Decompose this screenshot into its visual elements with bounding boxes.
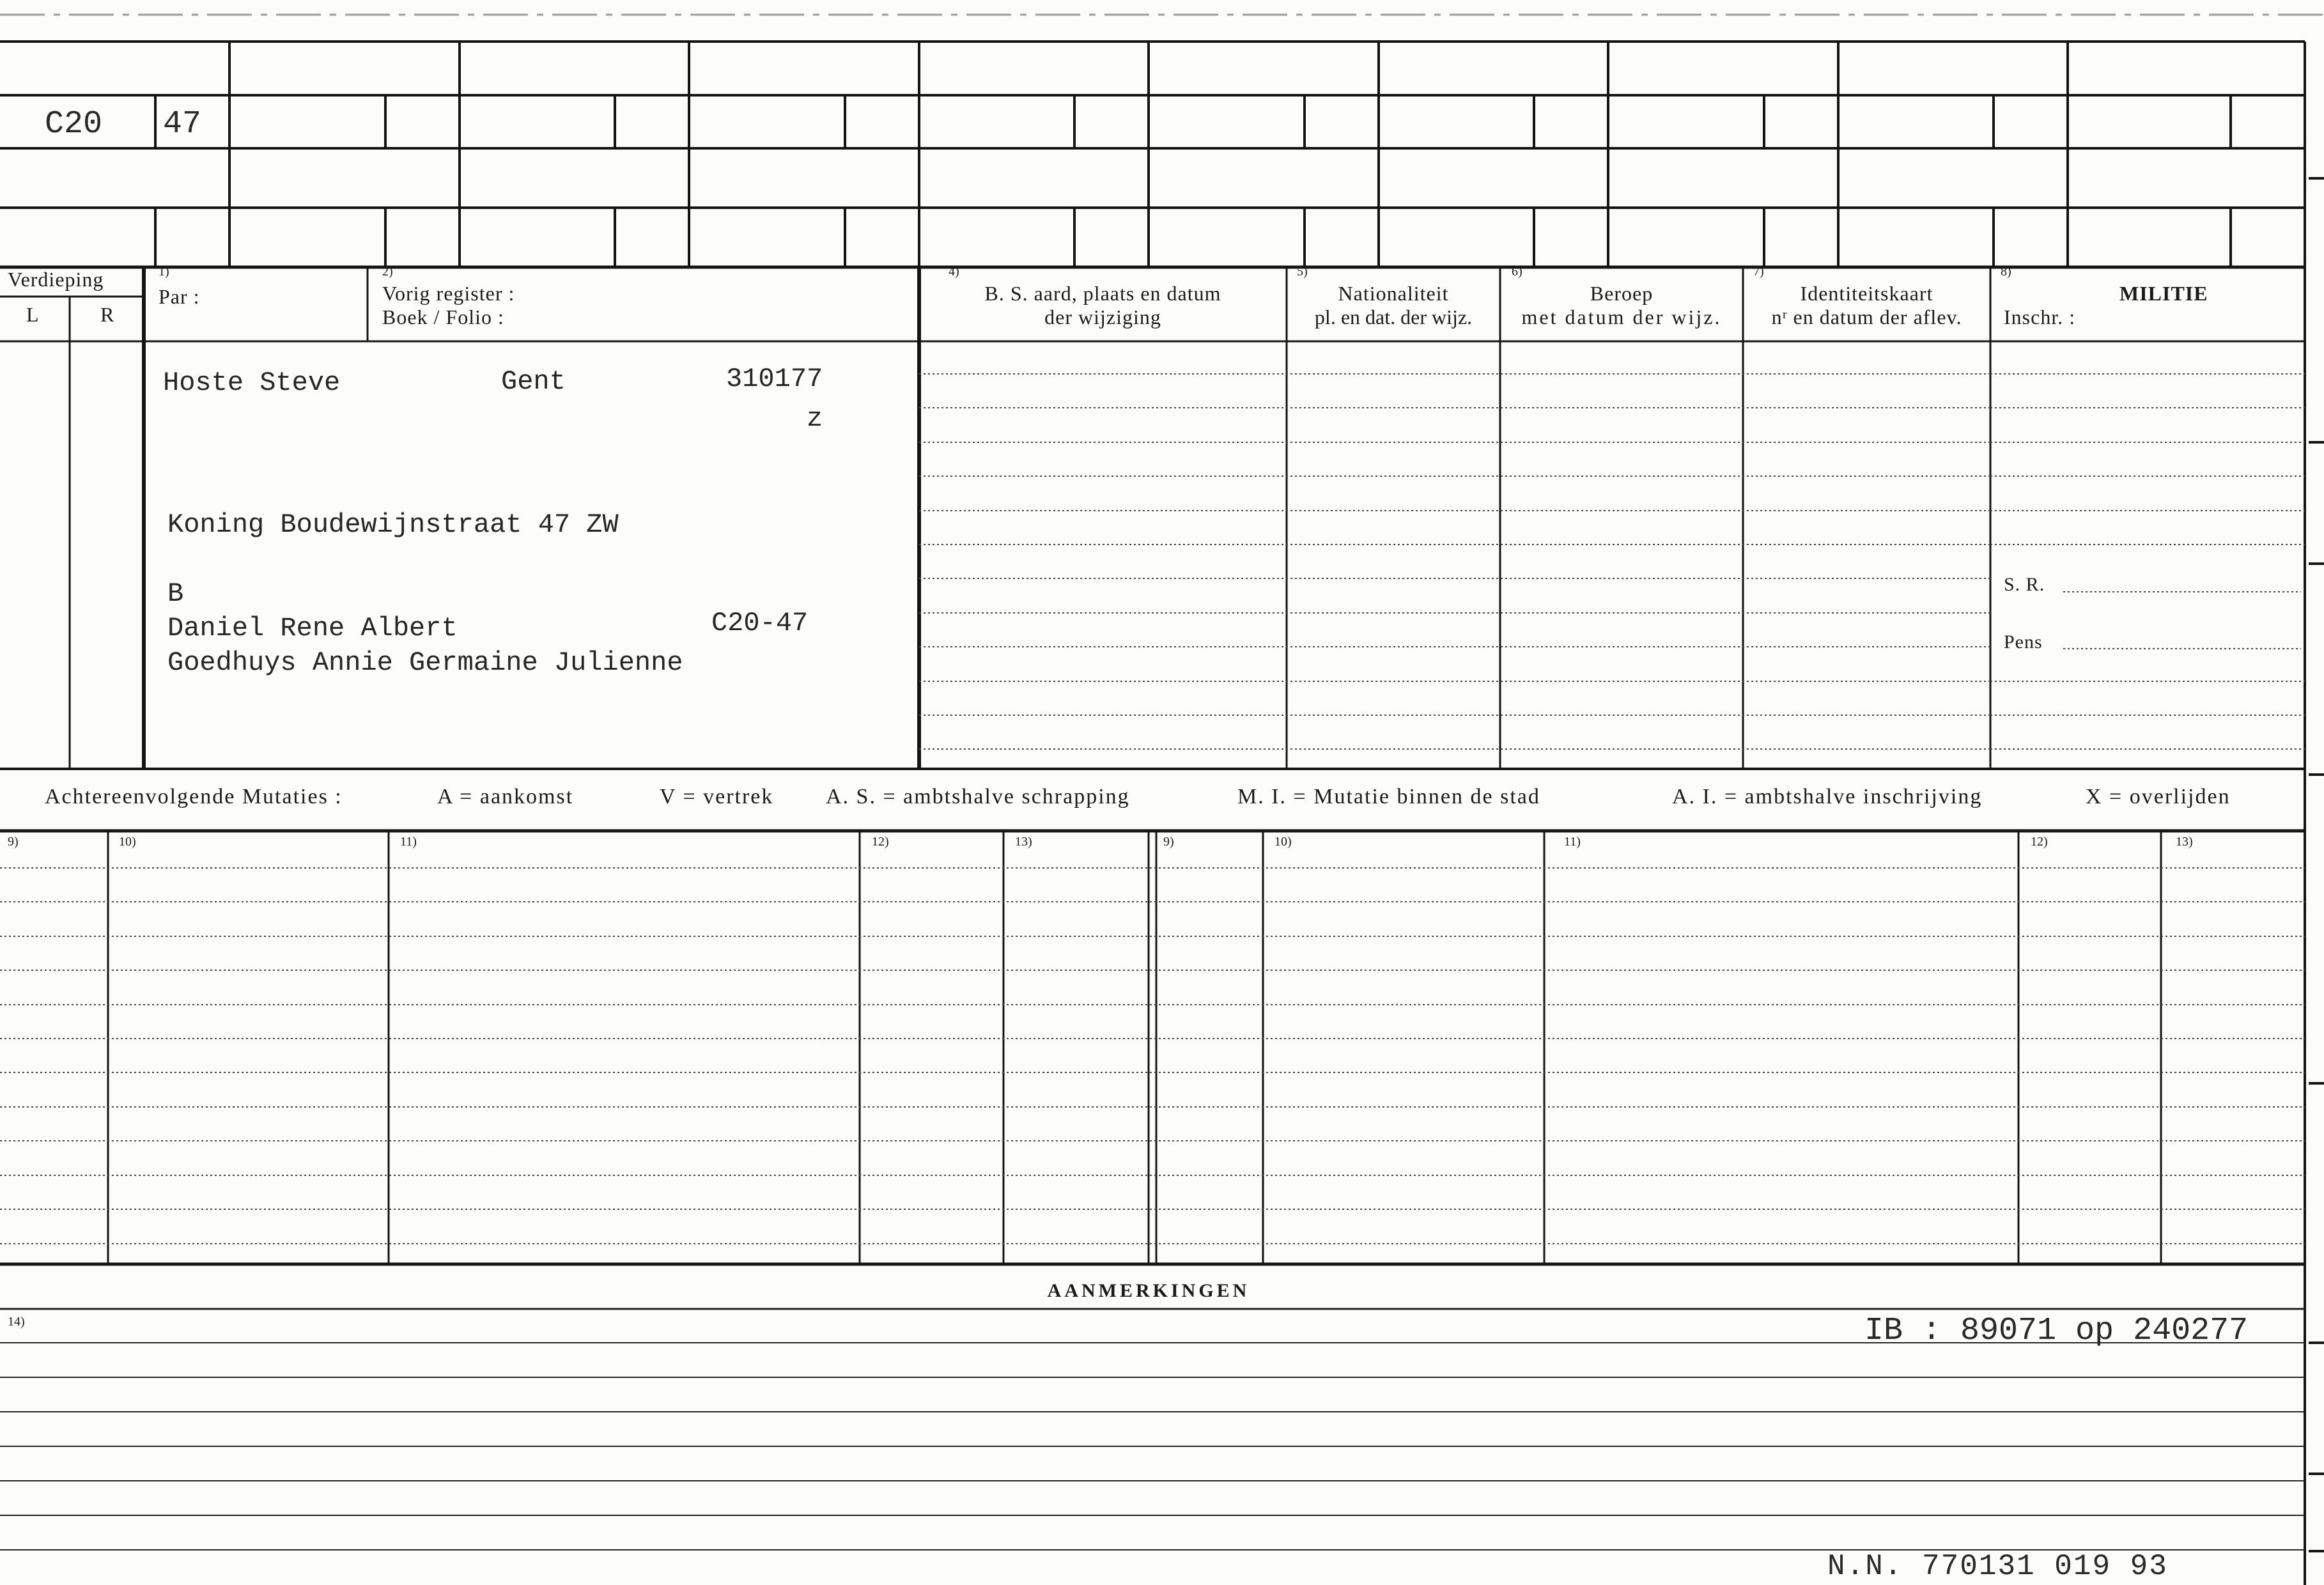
- military-enrolment-label: Inschr. :: [2004, 305, 2076, 329]
- nationality-header: Nationaliteit: [1338, 282, 1449, 305]
- entry-dotted-rows: [919, 374, 2305, 749]
- legend-arrival: A = aankomst: [437, 785, 574, 808]
- legend-official-registration: A. I. = ambtshalve inschrijving: [1672, 785, 1983, 808]
- military-header: MILITIE: [2119, 282, 2208, 305]
- military-number: 8): [2001, 265, 2011, 279]
- profession-header: Beroep: [1590, 282, 1654, 305]
- father-name: Daniel Rene Albert: [167, 613, 458, 644]
- floor-title: Verdieping: [8, 268, 104, 291]
- mutations-dotted-rows: [0, 868, 2305, 1244]
- legend-move-within-city: M. I. = Mutatie binnen de stad: [1237, 785, 1540, 808]
- mutations-col-10-left: 10): [119, 835, 136, 849]
- mutations-col-13-left: 13): [1015, 835, 1032, 849]
- par-label: Par :: [159, 285, 200, 308]
- mutations-col-10-right: 10): [1274, 835, 1292, 849]
- mutations-col-12-right: 12): [2031, 835, 2048, 849]
- mutations-col-13-right: 13): [2176, 835, 2193, 849]
- right-edge-ticks: [2309, 178, 2324, 1551]
- identity-card-header: Identiteitskaart: [1800, 282, 1933, 305]
- relation-code: z: [807, 403, 823, 434]
- previous-register-number: 2): [382, 265, 393, 279]
- identity-card-number: 7): [1753, 265, 1764, 279]
- floor-left-label: L: [26, 303, 40, 326]
- legend-departure: V = vertrek: [660, 785, 774, 808]
- resident-name: Hoste Steve: [163, 367, 341, 398]
- book-folio-label: Boek / Folio :: [382, 305, 504, 329]
- mother-name: Goedhuys Annie Germaine Julienne: [167, 647, 683, 678]
- mutations-col-11-right: 11): [1564, 835, 1581, 849]
- remarks-title: AANMERKINGEN: [1047, 1280, 1250, 1301]
- father-register-ref: C20-47: [711, 608, 809, 638]
- nationality-number: 5): [1297, 265, 1308, 279]
- top-code-grid: [0, 42, 2305, 267]
- mutations-col-11-left: 11): [400, 835, 417, 849]
- nationality-subheader: pl. en dat. der wijz.: [1314, 305, 1473, 329]
- birthplace: Gent: [501, 366, 566, 397]
- previous-register-label: Vorig register :: [382, 282, 515, 305]
- house-number-code: 47: [163, 106, 202, 143]
- civil-status-header: B. S. aard, plaats en datum: [984, 282, 1221, 305]
- mutations-grid: [0, 831, 2305, 1264]
- address: Koning Boudewijnstraat 47 ZW: [167, 509, 619, 540]
- birthdate: 310177: [726, 364, 823, 394]
- parents-marker: B: [167, 578, 184, 609]
- legend-official-removal: A. S. = ambtshalve schrapping: [826, 785, 1130, 808]
- mutations-col-9-left: 9): [8, 835, 19, 849]
- mutations-col-12-left: 12): [872, 835, 889, 849]
- civil-status-number: 4): [949, 265, 959, 279]
- profession-number: 6): [1512, 265, 1522, 279]
- military-sr-label: S. R.: [2004, 574, 2045, 595]
- mutations-legend-title: Achtereenvolgende Mutaties :: [45, 785, 343, 808]
- national-number: N.N. 770131 019 93: [1827, 1550, 2168, 1583]
- military-pens-label: Pens: [2004, 631, 2043, 653]
- profession-subheader: met datum der wijz.: [1521, 305, 1722, 329]
- floor-right-label: R: [100, 303, 115, 326]
- legend-death: X = overlijden: [2086, 785, 2231, 808]
- identity-card-note: IB : 89071 op 240277: [1864, 1313, 2249, 1349]
- civil-status-subheader: der wijziging: [1044, 305, 1161, 329]
- remarks-number: 14): [8, 1315, 25, 1329]
- entry-frame: [0, 42, 2305, 1585]
- block-code: C20: [45, 106, 103, 143]
- identity-card-subheader: nʳ en datum der aflev.: [1771, 305, 1962, 329]
- par-column-number: 1): [159, 265, 169, 279]
- mutations-col-9-right: 9): [1163, 835, 1174, 849]
